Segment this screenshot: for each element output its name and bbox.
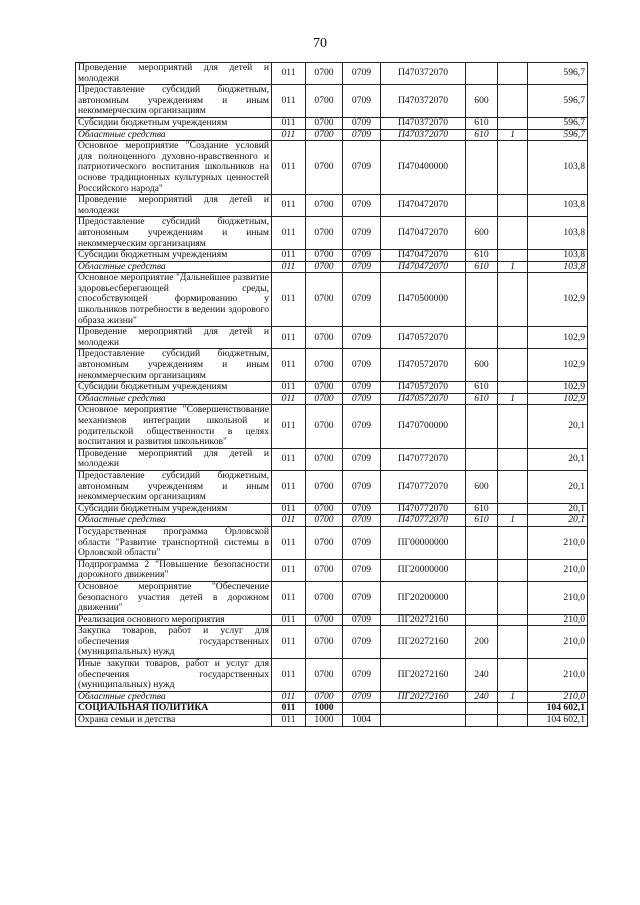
table-row xyxy=(76,349,588,382)
table-row xyxy=(76,63,588,85)
row-section-code: 0700 xyxy=(306,503,343,515)
row-source-code xyxy=(498,448,528,470)
row-name: Проведение мероприятий для детей и молодежи xyxy=(76,195,272,217)
table-row xyxy=(76,581,588,614)
row-expense-type: 240 xyxy=(466,659,498,692)
row-name: Иные закупки товаров, работ и услуг для обеспечения государственных (муниципальных) нужд xyxy=(76,659,272,692)
page-number: 70 xyxy=(313,36,327,51)
row-ministry-code: 011 xyxy=(272,715,306,727)
row-section-code: 0700 xyxy=(306,382,343,394)
row-expense-type xyxy=(466,327,498,349)
row-amount: 103,8 xyxy=(528,250,588,262)
row-target-code: П470700000 xyxy=(381,405,466,448)
row-section-code: 0700 xyxy=(306,117,343,129)
table-row xyxy=(76,327,588,349)
row-expense-type xyxy=(466,614,498,626)
row-source-code xyxy=(498,503,528,515)
row-expense-type xyxy=(466,715,498,727)
row-amount: 210,0 xyxy=(528,691,588,703)
row-source-code xyxy=(498,141,528,195)
row-amount: 104 602,1 xyxy=(528,715,588,727)
row-name: Предоставление субсидий бюджетным, автономным учреждениям и иным некоммерческим организациям xyxy=(76,470,272,503)
row-ministry-code: 011 xyxy=(272,515,306,527)
row-target-code: П470472070 xyxy=(381,261,466,273)
row-name: Субсидии бюджетным учреждениям xyxy=(76,250,272,262)
row-ministry-code: 011 xyxy=(272,273,306,327)
row-subsection-code: 1004 xyxy=(343,715,381,727)
row-name: Областные средства xyxy=(76,515,272,527)
row-amount: 103,8 xyxy=(528,195,588,217)
row-source-code: 1 xyxy=(498,515,528,527)
row-ministry-code: 011 xyxy=(272,503,306,515)
row-name: СОЦИАЛЬНАЯ ПОЛИТИКА xyxy=(76,703,272,715)
row-source-code xyxy=(498,526,528,559)
row-target-code: П470372070 xyxy=(381,129,466,141)
row-target-code: ПГ20272160 xyxy=(381,614,466,626)
row-ministry-code: 011 xyxy=(272,327,306,349)
row-target-code: ПГ20272160 xyxy=(381,626,466,659)
row-ministry-code: 011 xyxy=(272,250,306,262)
row-amount: 103,8 xyxy=(528,261,588,273)
row-ministry-code: 011 xyxy=(272,349,306,382)
row-name: Проведение мероприятий для детей и молодежи xyxy=(76,448,272,470)
budget-table xyxy=(75,62,588,727)
row-expense-type: 610 xyxy=(466,261,498,273)
row-target-code: П470772070 xyxy=(381,503,466,515)
row-target-code: П470472070 xyxy=(381,250,466,262)
row-amount: 102,9 xyxy=(528,393,588,405)
table-row xyxy=(76,503,588,515)
row-expense-type xyxy=(466,273,498,327)
row-expense-type: 600 xyxy=(466,217,498,250)
row-ministry-code: 011 xyxy=(272,581,306,614)
row-amount: 210,0 xyxy=(528,581,588,614)
row-amount: 104 602,1 xyxy=(528,703,588,715)
row-ministry-code: 011 xyxy=(272,117,306,129)
table-row xyxy=(76,659,588,692)
row-name: Предоставление субсидий бюджетным, автономным учреждениям и иным некоммерческим организациям xyxy=(76,349,272,382)
row-target-code: П470472070 xyxy=(381,217,466,250)
table-row xyxy=(76,85,588,118)
row-expense-type: 600 xyxy=(466,470,498,503)
row-name: Субсидии бюджетным учреждениям xyxy=(76,503,272,515)
row-amount: 210,0 xyxy=(528,614,588,626)
row-section-code: 1000 xyxy=(306,715,343,727)
row-name: Проведение мероприятий для детей и молодежи xyxy=(76,327,272,349)
row-section-code: 1000 xyxy=(306,703,343,715)
row-target-code: П470572070 xyxy=(381,349,466,382)
row-expense-type xyxy=(466,448,498,470)
row-subsection-code: 0709 xyxy=(343,691,381,703)
row-target-code: ПГ00000000 xyxy=(381,526,466,559)
row-subsection-code xyxy=(343,703,381,715)
row-section-code: 0700 xyxy=(306,261,343,273)
table-row xyxy=(76,526,588,559)
row-expense-type: 600 xyxy=(466,85,498,118)
row-target-code: П470772070 xyxy=(381,515,466,527)
row-name: Закупка товаров, работ и услуг для обеспечения государственных (муниципальных) нужд xyxy=(76,626,272,659)
row-target-code: ПГ20200000 xyxy=(381,581,466,614)
row-expense-type xyxy=(466,141,498,195)
row-section-code: 0700 xyxy=(306,195,343,217)
row-target-code: ПГ20272160 xyxy=(381,691,466,703)
row-ministry-code: 011 xyxy=(272,393,306,405)
row-subsection-code: 0709 xyxy=(343,626,381,659)
table-row xyxy=(76,448,588,470)
row-ministry-code: 011 xyxy=(272,217,306,250)
row-ministry-code: 011 xyxy=(272,195,306,217)
row-ministry-code: 011 xyxy=(272,659,306,692)
row-target-code: П470572070 xyxy=(381,393,466,405)
table-row xyxy=(76,117,588,129)
row-source-code xyxy=(498,559,528,581)
table-row xyxy=(76,405,588,448)
row-source-code xyxy=(498,614,528,626)
row-subsection-code: 0709 xyxy=(343,261,381,273)
row-target-code: П470372070 xyxy=(381,117,466,129)
row-ministry-code: 011 xyxy=(272,559,306,581)
row-subsection-code: 0709 xyxy=(343,581,381,614)
row-source-code xyxy=(498,405,528,448)
row-ministry-code: 011 xyxy=(272,63,306,85)
row-target-code xyxy=(381,703,466,715)
row-ministry-code: 011 xyxy=(272,626,306,659)
row-subsection-code: 0709 xyxy=(343,85,381,118)
row-ministry-code: 011 xyxy=(272,526,306,559)
row-subsection-code: 0709 xyxy=(343,405,381,448)
row-amount: 596,7 xyxy=(528,117,588,129)
row-subsection-code: 0709 xyxy=(343,515,381,527)
row-section-code: 0700 xyxy=(306,63,343,85)
row-name: Субсидии бюджетным учреждениям xyxy=(76,117,272,129)
row-source-code xyxy=(498,581,528,614)
row-amount: 20,1 xyxy=(528,515,588,527)
row-target-code: ПГ20000000 xyxy=(381,559,466,581)
row-expense-type xyxy=(466,559,498,581)
row-source-code xyxy=(498,715,528,727)
row-name: Подпрограмма 2 "Повышение безопасности дорожного движения" xyxy=(76,559,272,581)
row-target-code: П470772070 xyxy=(381,470,466,503)
row-name: Областные средства xyxy=(76,129,272,141)
row-subsection-code: 0709 xyxy=(343,129,381,141)
row-subsection-code: 0709 xyxy=(343,382,381,394)
row-expense-type xyxy=(466,526,498,559)
row-ministry-code: 011 xyxy=(272,448,306,470)
row-subsection-code: 0709 xyxy=(343,117,381,129)
row-amount: 210,0 xyxy=(528,659,588,692)
table-row xyxy=(76,515,588,527)
table-row xyxy=(76,261,588,273)
row-subsection-code: 0709 xyxy=(343,273,381,327)
row-section-code: 0700 xyxy=(306,559,343,581)
row-amount: 210,0 xyxy=(528,526,588,559)
row-section-code: 0700 xyxy=(306,614,343,626)
row-expense-type: 610 xyxy=(466,117,498,129)
row-ministry-code: 011 xyxy=(272,691,306,703)
table-row xyxy=(76,703,588,715)
row-section-code: 0700 xyxy=(306,250,343,262)
table-row xyxy=(76,195,588,217)
table-row xyxy=(76,626,588,659)
row-section-code: 0700 xyxy=(306,393,343,405)
table-row xyxy=(76,217,588,250)
row-source-code: 1 xyxy=(498,691,528,703)
row-subsection-code: 0709 xyxy=(343,393,381,405)
row-expense-type: 600 xyxy=(466,349,498,382)
table-row xyxy=(76,273,588,327)
row-name: Проведение мероприятий для детей и молодежи xyxy=(76,63,272,85)
row-amount: 103,8 xyxy=(528,141,588,195)
row-subsection-code: 0709 xyxy=(343,559,381,581)
row-section-code: 0700 xyxy=(306,85,343,118)
row-source-code xyxy=(498,382,528,394)
row-amount: 20,1 xyxy=(528,448,588,470)
row-subsection-code: 0709 xyxy=(343,195,381,217)
row-section-code: 0700 xyxy=(306,581,343,614)
row-amount: 103,8 xyxy=(528,217,588,250)
row-name: Основное мероприятие "Обеспечение безопасного участия детей в дорожном движении" xyxy=(76,581,272,614)
row-source-code xyxy=(498,659,528,692)
row-name: Основное мероприятие "Создание условий для полноценного духовно-нравственного и патриотического воспитания школьников на основе традиционных культурных ценностей Российского народа" xyxy=(76,141,272,195)
row-source-code: 1 xyxy=(498,129,528,141)
table-row xyxy=(76,614,588,626)
row-target-code: П470472070 xyxy=(381,195,466,217)
row-name: Предоставление субсидий бюджетным, автономным учреждениям и иным некоммерческим организациям xyxy=(76,85,272,118)
row-ministry-code: 011 xyxy=(272,129,306,141)
table-row xyxy=(76,559,588,581)
row-subsection-code: 0709 xyxy=(343,614,381,626)
row-source-code xyxy=(498,117,528,129)
row-source-code: 1 xyxy=(498,261,528,273)
row-amount: 102,9 xyxy=(528,327,588,349)
row-amount: 20,1 xyxy=(528,405,588,448)
row-amount: 20,1 xyxy=(528,503,588,515)
table-row xyxy=(76,691,588,703)
row-ministry-code: 011 xyxy=(272,614,306,626)
row-ministry-code: 011 xyxy=(272,405,306,448)
row-expense-type: 610 xyxy=(466,503,498,515)
row-name: Областные средства xyxy=(76,393,272,405)
row-section-code: 0700 xyxy=(306,526,343,559)
table-row xyxy=(76,470,588,503)
row-subsection-code: 0709 xyxy=(343,470,381,503)
row-amount: 102,9 xyxy=(528,273,588,327)
row-source-code xyxy=(498,195,528,217)
row-ministry-code: 011 xyxy=(272,703,306,715)
row-section-code: 0700 xyxy=(306,217,343,250)
row-name: Предоставление субсидий бюджетным, автономным учреждениям и иным некоммерческим организациям xyxy=(76,217,272,250)
row-name: Субсидии бюджетным учреждениям xyxy=(76,382,272,394)
row-source-code xyxy=(498,349,528,382)
row-expense-type: 610 xyxy=(466,250,498,262)
row-source-code xyxy=(498,217,528,250)
row-section-code: 0700 xyxy=(306,515,343,527)
table-row xyxy=(76,715,588,727)
table-row xyxy=(76,382,588,394)
row-source-code xyxy=(498,85,528,118)
row-amount: 596,7 xyxy=(528,129,588,141)
row-expense-type: 610 xyxy=(466,129,498,141)
row-expense-type: 200 xyxy=(466,626,498,659)
row-source-code xyxy=(498,703,528,715)
row-amount: 102,9 xyxy=(528,382,588,394)
row-subsection-code: 0709 xyxy=(343,63,381,85)
row-name: Основное мероприятие "Совершенствование механизмов интеграции школьной и родительской общественности в целях воспитания и развития школьников" xyxy=(76,405,272,448)
row-section-code: 0700 xyxy=(306,691,343,703)
row-section-code: 0700 xyxy=(306,327,343,349)
row-section-code: 0700 xyxy=(306,405,343,448)
row-ministry-code: 011 xyxy=(272,261,306,273)
row-name: Государственная программа Орловской области "Развитие транспортной системы в Орловской области" xyxy=(76,526,272,559)
row-source-code: 1 xyxy=(498,393,528,405)
row-expense-type xyxy=(466,703,498,715)
row-section-code: 0700 xyxy=(306,273,343,327)
row-source-code xyxy=(498,273,528,327)
row-expense-type: 610 xyxy=(466,393,498,405)
row-target-code xyxy=(381,715,466,727)
row-target-code: П470572070 xyxy=(381,382,466,394)
row-subsection-code: 0709 xyxy=(343,659,381,692)
row-section-code: 0700 xyxy=(306,141,343,195)
row-subsection-code: 0709 xyxy=(343,349,381,382)
row-subsection-code: 0709 xyxy=(343,217,381,250)
row-expense-type: 240 xyxy=(466,691,498,703)
row-source-code xyxy=(498,63,528,85)
row-ministry-code: 011 xyxy=(272,141,306,195)
row-subsection-code: 0709 xyxy=(343,250,381,262)
row-section-code: 0700 xyxy=(306,129,343,141)
row-section-code: 0700 xyxy=(306,448,343,470)
row-subsection-code: 0709 xyxy=(343,327,381,349)
row-section-code: 0700 xyxy=(306,659,343,692)
row-amount: 210,0 xyxy=(528,559,588,581)
row-ministry-code: 011 xyxy=(272,85,306,118)
row-name: Областные средства xyxy=(76,261,272,273)
row-expense-type xyxy=(466,195,498,217)
row-section-code: 0700 xyxy=(306,626,343,659)
row-amount: 102,9 xyxy=(528,349,588,382)
row-name: Реализация основного мероприятия xyxy=(76,614,272,626)
row-subsection-code: 0709 xyxy=(343,503,381,515)
row-amount: 210,0 xyxy=(528,626,588,659)
row-source-code xyxy=(498,327,528,349)
row-amount: 20,1 xyxy=(528,470,588,503)
table-row xyxy=(76,250,588,262)
row-source-code xyxy=(498,626,528,659)
row-expense-type xyxy=(466,405,498,448)
row-source-code xyxy=(498,470,528,503)
table-row xyxy=(76,393,588,405)
row-expense-type: 610 xyxy=(466,515,498,527)
row-expense-type xyxy=(466,581,498,614)
table-row xyxy=(76,129,588,141)
row-section-code: 0700 xyxy=(306,349,343,382)
row-expense-type: 610 xyxy=(466,382,498,394)
row-source-code xyxy=(498,250,528,262)
row-amount: 596,7 xyxy=(528,63,588,85)
row-name: Основное мероприятие "Дальнейшее развитие здоровьесберегающей среды, способствующей формированию у школьников потребности в ведении здорового образа жизни" xyxy=(76,273,272,327)
row-section-code: 0700 xyxy=(306,470,343,503)
row-target-code: П470400000 xyxy=(381,141,466,195)
row-amount: 596,7 xyxy=(528,85,588,118)
row-target-code: П470372070 xyxy=(381,85,466,118)
row-ministry-code: 011 xyxy=(272,470,306,503)
row-ministry-code: 011 xyxy=(272,382,306,394)
row-subsection-code: 0709 xyxy=(343,448,381,470)
row-target-code: П470500000 xyxy=(381,273,466,327)
table-row xyxy=(76,141,588,195)
row-subsection-code: 0709 xyxy=(343,526,381,559)
row-name: Областные средства xyxy=(76,691,272,703)
row-target-code: П470772070 xyxy=(381,448,466,470)
row-target-code: ПГ20272160 xyxy=(381,659,466,692)
row-subsection-code: 0709 xyxy=(343,141,381,195)
row-target-code: П470372070 xyxy=(381,63,466,85)
row-expense-type xyxy=(466,63,498,85)
row-target-code: П470572070 xyxy=(381,327,466,349)
row-name: Охрана семьи и детства xyxy=(76,715,272,727)
